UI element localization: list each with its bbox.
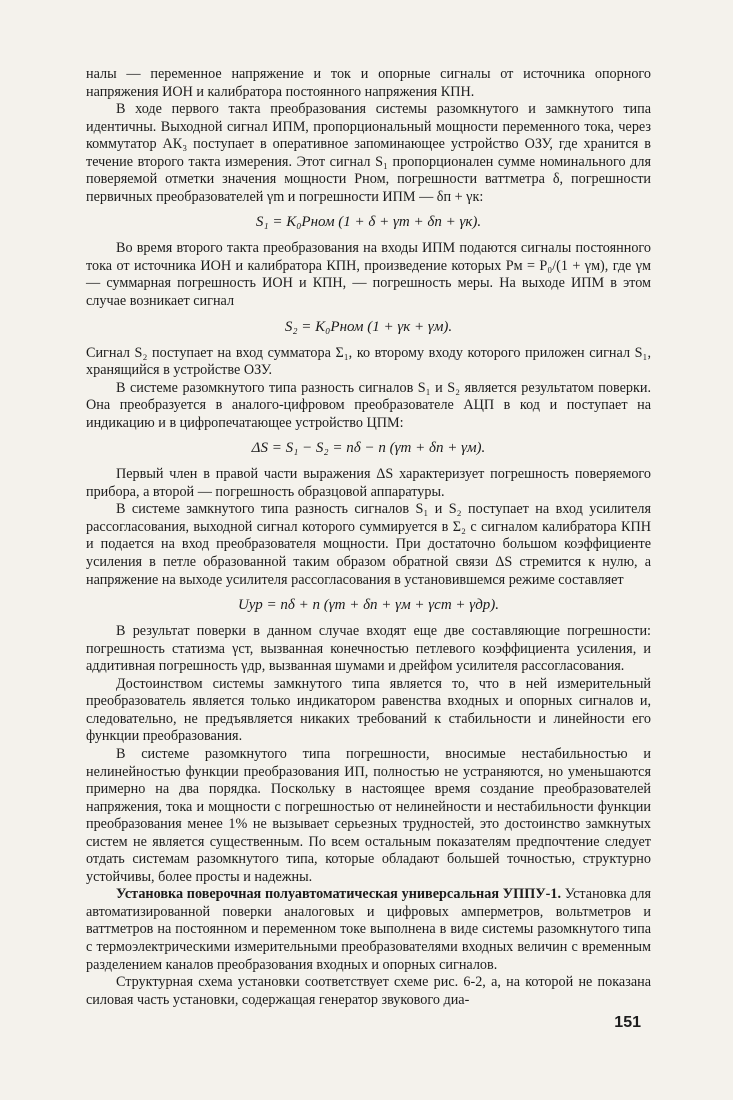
paragraph-open-type-errors: В системе разомкнутого типа погрешности, вносимые нестабильностью и нелинейностью функции преобразования ИП, полностью не устраняются, но уменьшаются примерно на два порядка. Поскольку в настоящее время создание преобразователей напряжения, тока и мощности с погрешностью от нелинейности и нестабильности функции преобразования менее 1% не вызывает серьезных трудностей, это достоинство замкнутых систем не является существенным. По всем остальным показателям предпочтение следует отдать системам разомкнутого типа, которые обладают большей точностью, структурно устойчивы, более просты и надежны. — [86, 745, 651, 885]
paragraph-open-system: В системе разомкнутого типа разность сигналов S₁ и S₂ является результатом поверки. Она преобразуется в аналого-цифровом преобразователе АЦП в код и поступает на индикацию и в цифропечатающее устройство ЦПМ: — [86, 379, 651, 431]
paragraph-uppu-section — [86, 886, 651, 974]
paragraph-second-cycle: Во время второго такта преобразования на входы ИПМ подаются сигналы постоянного тока от источника ИОН и калибратора КПН, произведение которых Pм = P₀/(1 + γм), где γм — суммарная погрешность ИОН и КПН, — погрешность меры. На выходе ИПМ в этом случае возникает сигнал — [86, 240, 651, 310]
section-heading: Установка поверочная полуавтоматическая универсальная УППУ-1. — [116, 886, 562, 903]
section-text: Установка для автоматизированной поверки аналоговых и цифровых амперметров, вольтметров и ваттметров на постоянном и переменном токе выполнена в виде системы разомкнутого типа с термоэлектрическими измерительными преобразователями входных величин с временным разделением каналов преобразования входных и опорных сигналов. — [86, 886, 652, 973]
paragraph-summator: Сигнал S₂ поступает на вход сумматора Σ₁, ко второму входу которого приложен сигнал S₁, хранящийся в устройстве ОЗУ. — [86, 344, 651, 379]
paragraph-verification-result: В результат поверки в данном случае входят еще две составляющие погрешности: погрешность статизма γст, вызванная конечностью петлевого коэффициента усиления, и аддитивная погрешность γдр, вызванная шумами и дрейфом усилителя рассогласования. — [86, 623, 651, 675]
paragraph-advantage: Достоинством системы замкнутого типа является то, что в ней измерительный преобразователь является только индикатором равенства входных и опорных сигналов и, следовательно, не предъявляется никаких требований к стабильности и линейности его функции преобразования. — [86, 675, 651, 745]
paragraph-closed-system: В системе замкнутого типа разность сигналов S₁ и S₂ поступает на вход усилителя рассогласования, выходной сигнал которого суммируется в Σ₂ с сигналом калибратора КПН и подается на вход преобразователя мощности. При достаточно большом коэффициенте усиления в петле образованной таким образом обратной связи ΔS стремится к нулю, а напряжение на выходе усилителя рассогласования в установившемся режиме составляет — [86, 501, 651, 588]
paragraph-structure: Структурная схема установки соответствует схеме рис. 6-2, а, на которой не показана силовая часть установки, содержащая генератор звукового диа- — [86, 974, 651, 1008]
paragraph-continuation: налы — переменное напряжение и ток и опорные сигналы от источника опорного напряжения ИОН и калибратора постоянного напряжения КПН. — [86, 66, 651, 100]
equation-delta-s: ΔS = S₁ − S₂ = nδ − n (γm + δп + γм). — [251, 440, 486, 457]
equation-u-ur: Uур = nδ + n (γm + δп + γм + γст + γдр). — [237, 597, 500, 614]
equation-s2: S₂ = K₀Pном (1 + γк + γм). — [284, 318, 453, 335]
equation-s1: S₁ = K₀Pном (1 + δ + γm + δп + γк). — [255, 214, 482, 231]
paragraph-first-term: Первый член в правой части выражения ΔS характеризует погрешность поверяемого прибора, а второй — погрешность образцовой аппаратуры. — [86, 466, 651, 500]
paragraph-first-cycle: В ходе первого такта преобразования системы разомкнутого и замкнутого типа идентичны. Выходной сигнал ИПМ, пропорциональный мощности переменного тока, через коммутатор АК₃ поступает в оперативное запоминающее устройство ОЗУ, где хранится в течение второго такта измерения. Этот сигнал S₁ пропорционален сумме номинального для поверяемой отметки значения мощности Pном, погрешности ваттметра δ, погрешности первичных преобразователей γm и погрешности ИПМ — δп + γк: — [86, 101, 651, 205]
page-number: 151 — [614, 1014, 641, 1031]
